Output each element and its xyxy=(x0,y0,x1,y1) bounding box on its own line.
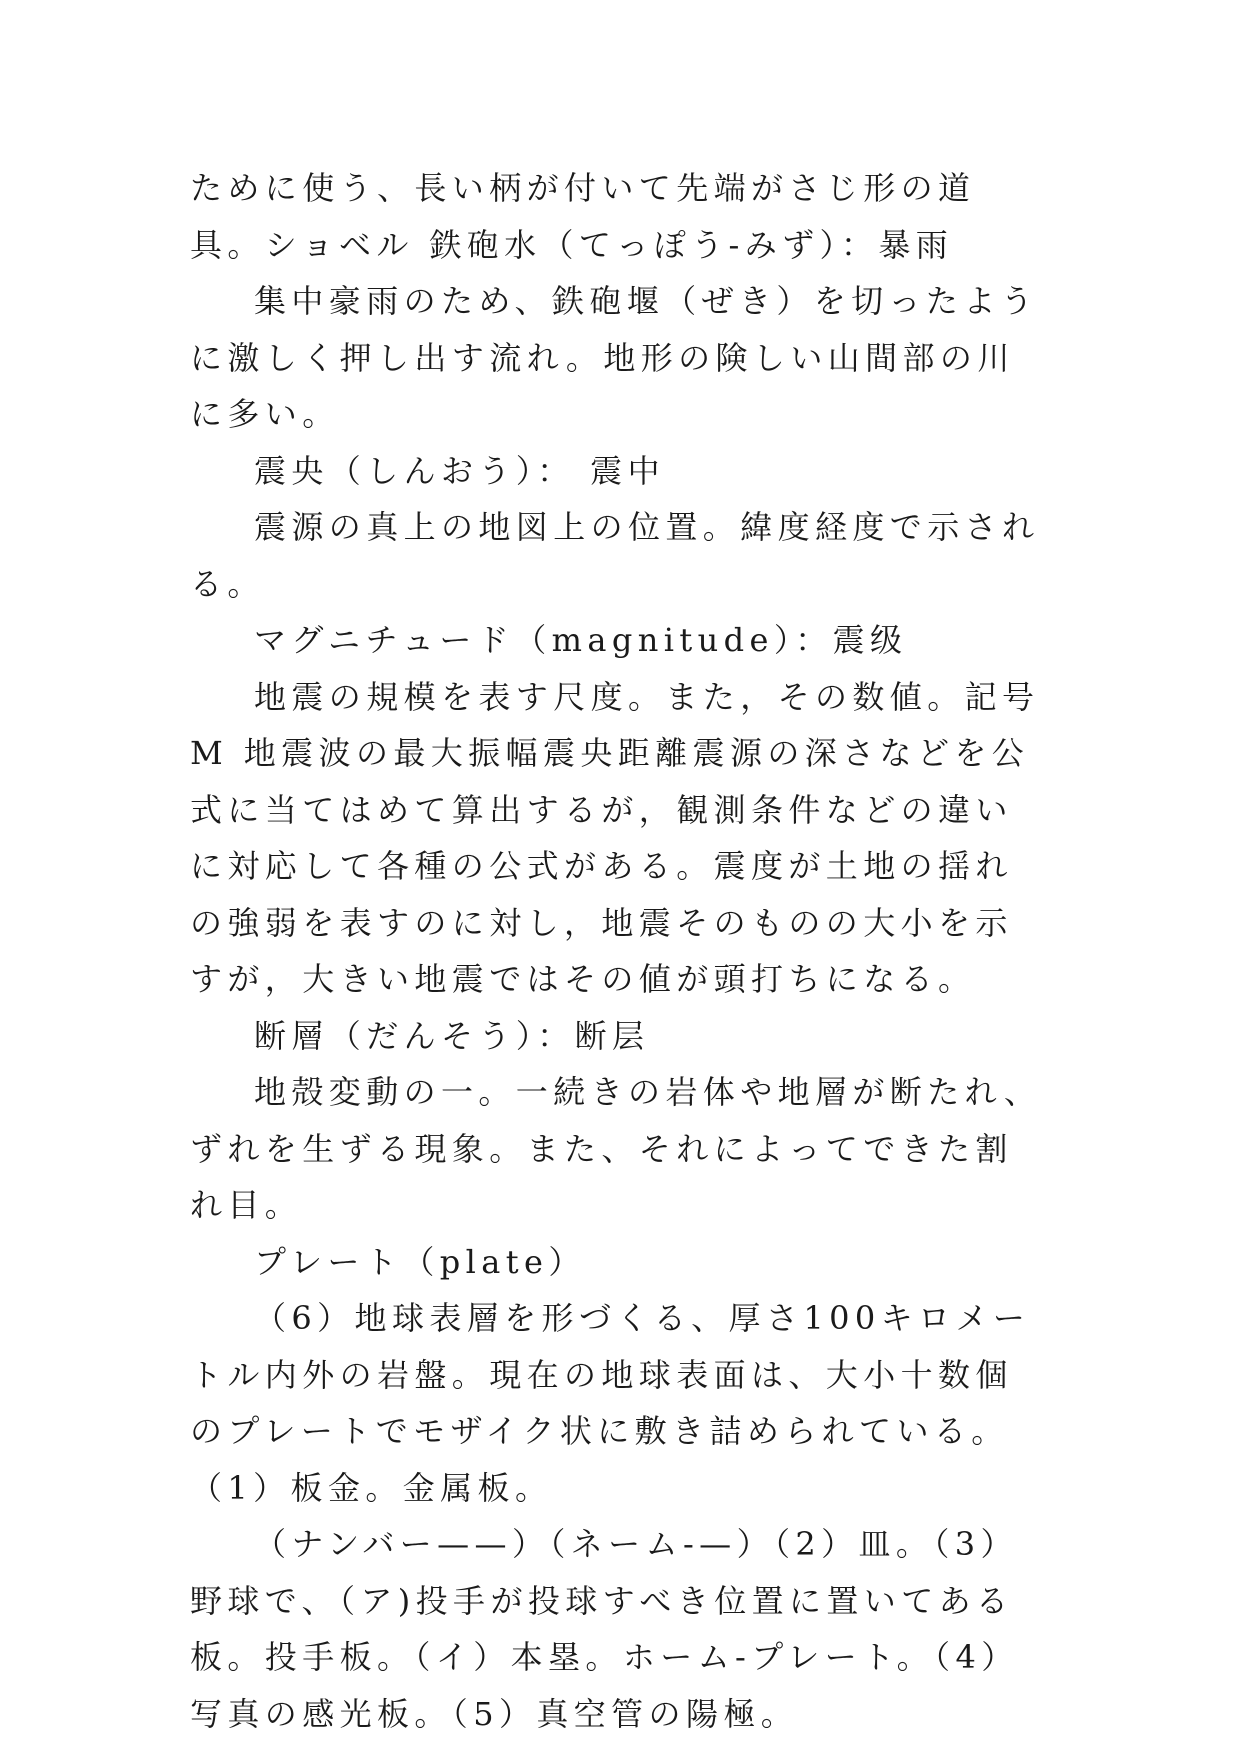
term-heading: マグニチュード（magnitude）：震级 xyxy=(254,621,908,659)
paragraph: 地震の規模を表す尺度。また，その数値。記号M 地震波の最大振幅震央距離震源の深さなどを公式に当てはめて算出するが，観測条件などの違いに対応して各種の公式がある。震度が土地の揺れの強弱を表すのに対し，地震そのものの大小を示すが，大きい地震ではその値が頭打ちになる。 xyxy=(190,677,1040,998)
term-heading: 震央（しんおう）： 震中 xyxy=(254,451,665,490)
paragraph: 震源の真上の地図上の位置。緯度経度で示される。 xyxy=(190,508,1040,603)
paragraph: ために使う、長い柄が付いて先端がさじ形の道具。ショベル 鉄砲水（てっぽう-みず）：暴雨 xyxy=(190,169,976,264)
term-heading: 断層（だんそう）：断层 xyxy=(254,1016,650,1055)
paragraph: 集中豪雨のため、鉄砲堰（ぜき）を切ったように激しく押し出す流れ。地形の険しい山間部の川に多い。 xyxy=(190,282,1039,433)
paragraph: （6）地球表層を形づくる、厚さ100キロメートル内外の岩盤。現在の地球表面は、大小十数個のプレートでモザイク状に敷き詰められている。（1）板金。金属板。 xyxy=(190,1299,1031,1507)
paragraph: （ナンバー——）（ネーム-—）（2）皿。（3）野球で、（ア)投手が投球すべき位置に置いてある板。投手板。（イ）本塁。ホーム-プレート。（4）写真の感光板。（5）真空管の陽極。 xyxy=(190,1525,1019,1733)
document-body xyxy=(190,160,1050,1742)
paragraph: 地殻変動の一。一続きの岩体や地層が断たれ、ずれを生ずる現象。また、それによってできた割れ目。 xyxy=(190,1073,1042,1224)
term-heading: プレート（plate） xyxy=(254,1242,586,1281)
